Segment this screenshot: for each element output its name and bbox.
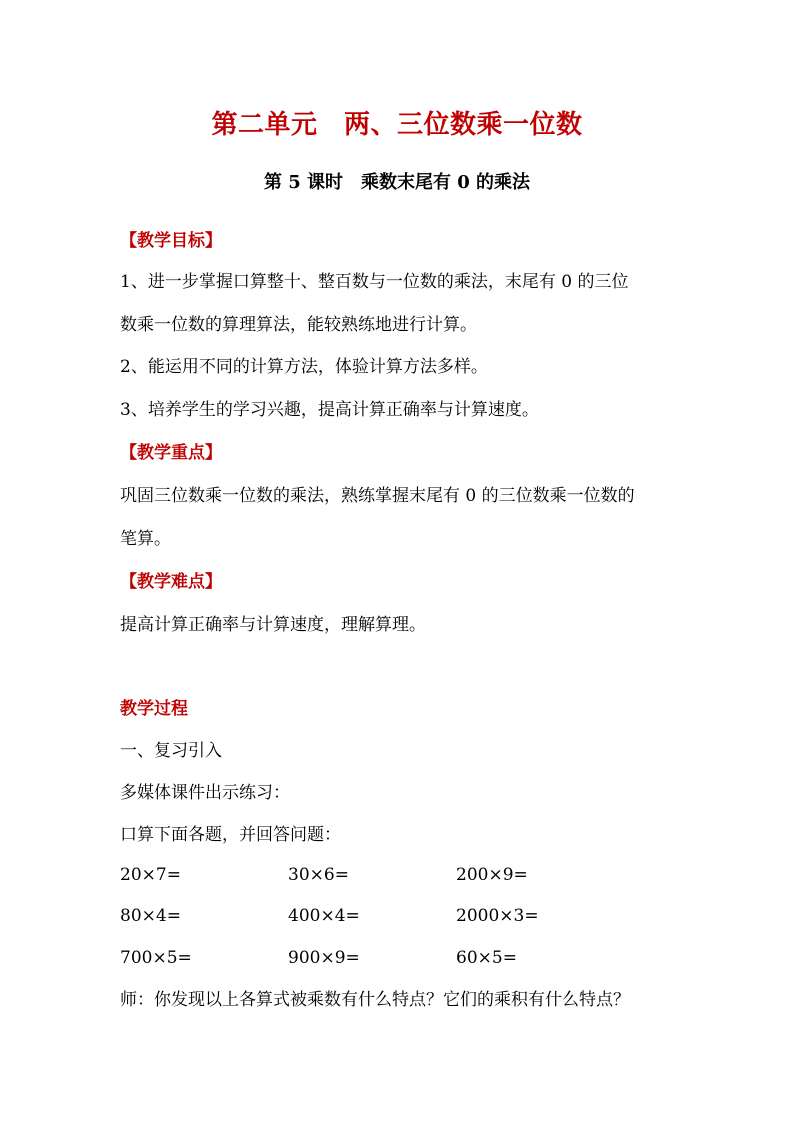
page-title: 第二单元 两、三位数乘一位数	[211, 110, 583, 140]
step-1-heading: 一、复习引入	[120, 741, 222, 761]
key-points-heading: 【教学重点】	[120, 443, 222, 463]
exercise-2-3: 2000×3=	[456, 906, 539, 926]
step-1-text-1: 多媒体课件出示练习：	[120, 783, 290, 803]
process-heading: 教学过程	[120, 699, 188, 719]
exercise-3-3: 60×5=	[456, 948, 517, 968]
key-points-line-2: 笔算。	[120, 529, 171, 549]
exercise-2-1: 80×4=	[120, 906, 181, 926]
difficulty-heading: 【教学难点】	[120, 572, 222, 592]
goals-heading: 【教学目标】	[120, 231, 222, 251]
step-1-text-2: 口算下面各题，并回答问题：	[120, 825, 341, 845]
exercise-3-2: 900×9=	[288, 948, 360, 968]
exercise-1-1: 20×7=	[120, 865, 181, 885]
key-points-line-1: 巩固三位数乘一位数的乘法，熟练掌握末尾有 0 的三位数乘一位数的	[120, 486, 635, 506]
lesson-subtitle: 第 5 课时 乘数末尾有 0 的乘法	[263, 172, 531, 193]
goal-2: 2、能运用不同的计算方法，体验计算方法多样。	[120, 357, 488, 377]
goal-1-line-1: 1、进一步掌握口算整十、整百数与一位数的乘法，末尾有 0 的三位	[120, 272, 629, 292]
goal-3: 3、培养学生的学习兴趣，提高计算正确率与计算速度。	[120, 400, 539, 420]
exercise-1-3: 200×9=	[456, 865, 528, 885]
goal-1-line-2: 数乘一位数的算理算法，能较熟练地进行计算。	[120, 315, 477, 335]
teacher-question: 师：你发现以上各算式被乘数有什么特点？它们的乘积有什么特点？	[120, 990, 630, 1010]
exercise-3-1: 700×5=	[120, 948, 192, 968]
difficulty-text: 提高计算正确率与计算速度，理解算理。	[120, 615, 426, 635]
exercise-1-2: 30×6=	[288, 865, 349, 885]
exercise-2-2: 400×4=	[288, 906, 360, 926]
